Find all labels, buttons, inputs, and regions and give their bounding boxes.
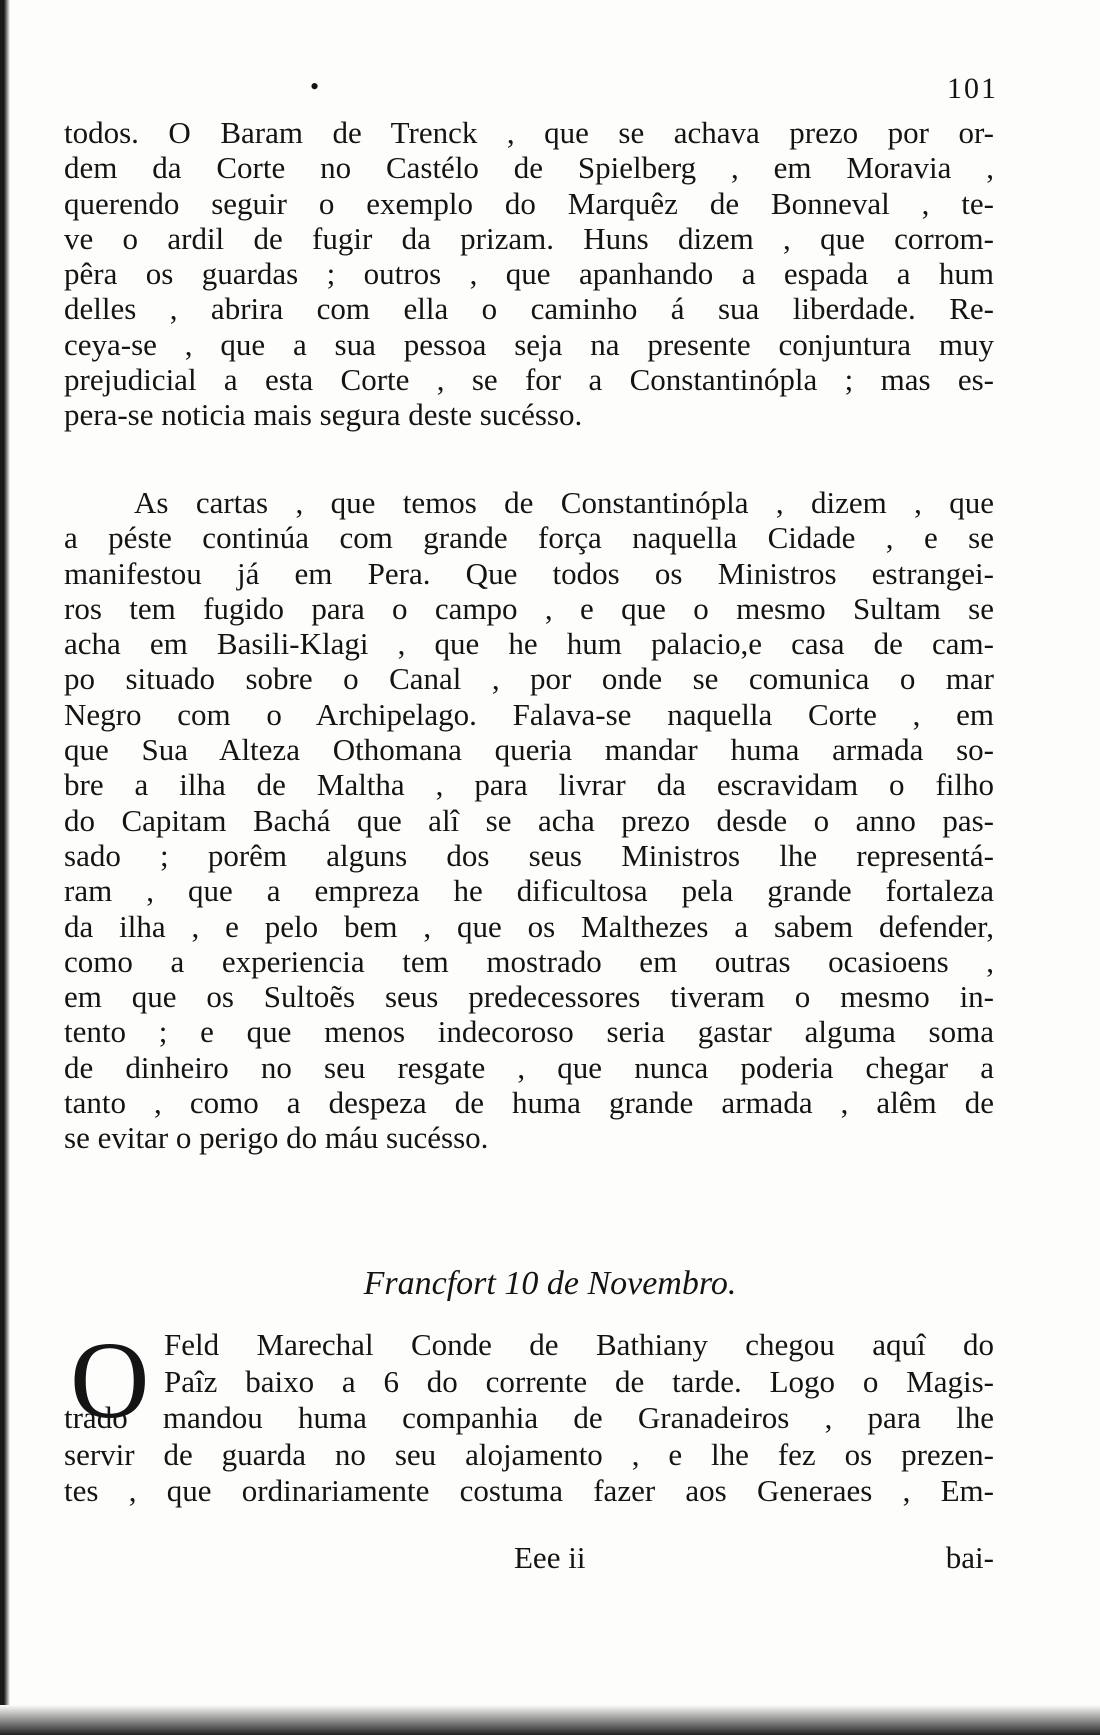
text-line: Paîz baixo a 6 do corrente de tarde. Logo o Magis- bbox=[164, 1363, 994, 1399]
text-line: querendo seguir o exemplo do Marquêz de Bonneval , te- bbox=[64, 185, 994, 221]
text-line: manifestou já em Pera. Que todos os Ministros estrangei- bbox=[64, 555, 994, 591]
text-line: Negro com o Archipelago. Falava-se naquella Corte , em bbox=[64, 696, 994, 732]
text-line: delles , abrira com ella o caminho á sua liberdade. Re- bbox=[64, 291, 994, 327]
text-line: tes , que ordinariamente costuma fazer aos Generaes , Em- bbox=[64, 1473, 994, 1508]
top-mark: • bbox=[310, 72, 320, 101]
text-line: Feld Marechal Conde de Bathiany chegou aquî do bbox=[164, 1327, 994, 1362]
scan-shadow-left bbox=[0, 0, 10, 1735]
text-line: pera-se noticia mais segura deste sucésso. bbox=[64, 397, 583, 433]
text-line: ve o ardil de fugir da prizam. Huns dizem , que corrom- bbox=[64, 220, 994, 256]
text-line: prejudicial a esta Corte , se for a Constantinópla ; mas es- bbox=[64, 362, 994, 398]
text-line: a péste continúa com grande força naquella Cidade , e se bbox=[64, 520, 994, 556]
text-line: acha em Basili-Klagi , que he hum palacio,e casa de cam- bbox=[64, 626, 994, 662]
text-line: trado mandou huma companhia de Granadeiros , para lhe bbox=[64, 1400, 994, 1435]
drop-cap: O bbox=[70, 1319, 150, 1441]
signature-mark: Eee ii bbox=[514, 1540, 586, 1575]
text-line: que Sua Alteza Othomana queria mandar huma armada so- bbox=[64, 732, 994, 768]
text-line: As cartas , que temos de Constantinópla , dizem , que bbox=[134, 485, 994, 520]
text-line: do Capitam Bachá que alî se acha prezo desde o anno pas- bbox=[64, 802, 994, 838]
text-line: ros tem fugido para o campo , e que o mesmo Sultam se bbox=[64, 590, 994, 626]
text-line: dem da Corte no Castélo de Spielberg , em Moravia , bbox=[64, 150, 994, 186]
section-heading: Francfort 10 de Novembro. bbox=[363, 1265, 737, 1302]
text-line: se evitar o perigo do máu sucésso. bbox=[64, 1120, 489, 1156]
text-line: como a experiencia tem mostrado em outras ocasioens , bbox=[64, 943, 994, 979]
text-line: da ilha , e pelo bem , que os Malthezes a sabem defender, bbox=[64, 908, 994, 944]
text-line: tanto , como a despeza de huma grande armada , alêm de bbox=[64, 1085, 994, 1121]
text-line: sado ; porêm alguns dos seus Ministros lhe representá- bbox=[64, 837, 994, 873]
text-line: em que os Sultoẽs seus predecessores tiveram o mesmo in- bbox=[64, 979, 994, 1015]
text-line: ceya-se , que a sua pessoa seja na presente conjuntura muy bbox=[64, 326, 994, 362]
page-number: 101 bbox=[947, 72, 998, 105]
paragraph-francfort bbox=[64, 1319, 994, 1510]
text-line: servir de guarda no seu alojamento , e lhe fez os prezen- bbox=[64, 1436, 994, 1472]
text-line: de dinheiro no seu resgate , que nunca poderia chegar a bbox=[64, 1049, 994, 1085]
catchword: bai- bbox=[945, 1540, 994, 1575]
paragraph-trenck bbox=[64, 115, 994, 433]
text-line: todos. O Baram de Trenck , que se achava prezo por or- bbox=[64, 115, 994, 150]
scan-shadow-bottom bbox=[0, 1705, 1100, 1735]
paragraph-constantinople bbox=[64, 485, 994, 1156]
text-line: pêra os guardas ; outros , que apanhando a espada a hum bbox=[64, 256, 994, 292]
text-line: bre a ilha de Maltha , para livrar da escravidam o filho bbox=[64, 767, 994, 803]
text-line: ram , que a empreza he dificultosa pela grande fortaleza bbox=[64, 873, 994, 909]
text-line: tento ; e que menos indecoroso seria gastar alguma soma bbox=[64, 1014, 994, 1050]
text-line: po situado sobre o Canal , por onde se comunica o mar bbox=[64, 661, 994, 697]
